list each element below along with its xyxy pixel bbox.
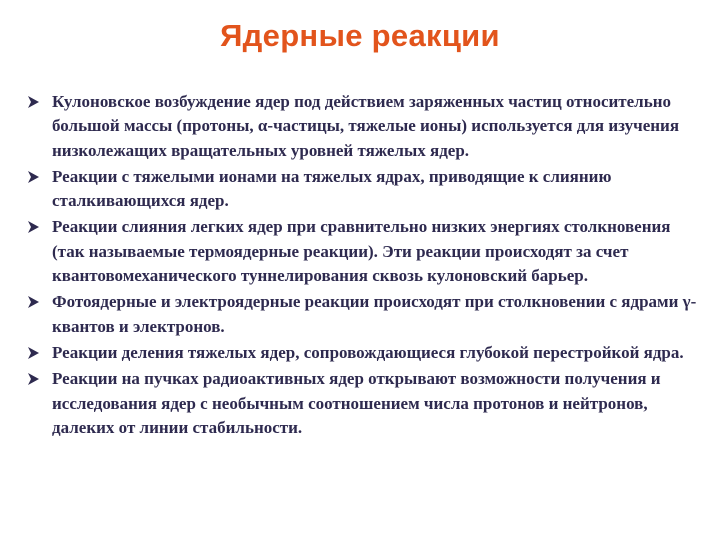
slide-title: Ядерные реакции	[220, 18, 500, 53]
bullet-item	[28, 341, 700, 365]
arrowhead-bullet-icon	[28, 96, 39, 108]
bullet-item	[28, 367, 700, 440]
bullet-item	[28, 165, 700, 214]
bullet-item	[28, 90, 700, 163]
arrowhead-bullet-icon	[28, 221, 39, 233]
arrowhead-bullet-icon	[28, 347, 39, 359]
bullet-item	[28, 290, 700, 339]
bullet-text: Кулоновское возбуждение ядер под действием заряженных частиц относительно большой массы (протоны, α-частицы, тяжелые ионы) используется для изучения низколежащих вращательных уровней тяжелых ядер.	[52, 92, 680, 160]
arrowhead-bullet-icon	[28, 171, 39, 183]
bullet-text: Реакции на пучках радиоактивных ядер открывают возможности получения и исследования ядер с необычным соотношением числа протонов и нейтронов, далеких от линии стабильности.	[52, 369, 661, 437]
bullet-text: Фотоядерные и электроядерные реакции происходят при столкновении с ядрами γ-квантов и электронов.	[52, 292, 697, 336]
bullet-text: Реакции слияния легких ядер при сравнительно низких энергиях столкновения (так называемые термоядерные реакции). Эти реакции происходят за счет квантовомеханического туннелирования сквозь кулоновский барьер.	[52, 217, 671, 286]
bullet-text: Реакции с тяжелыми ионами на тяжелых ядрах, приводящие к слиянию сталкивающихся ядер.	[52, 166, 612, 211]
bullet-list	[28, 90, 700, 442]
bullet-text: Реакции деления тяжелых ядер, сопровождающиеся глубокой перестройкой ядра.	[52, 342, 684, 362]
arrowhead-bullet-icon	[28, 373, 39, 385]
arrowhead-bullet-icon	[28, 296, 39, 308]
bullet-item	[28, 215, 700, 288]
